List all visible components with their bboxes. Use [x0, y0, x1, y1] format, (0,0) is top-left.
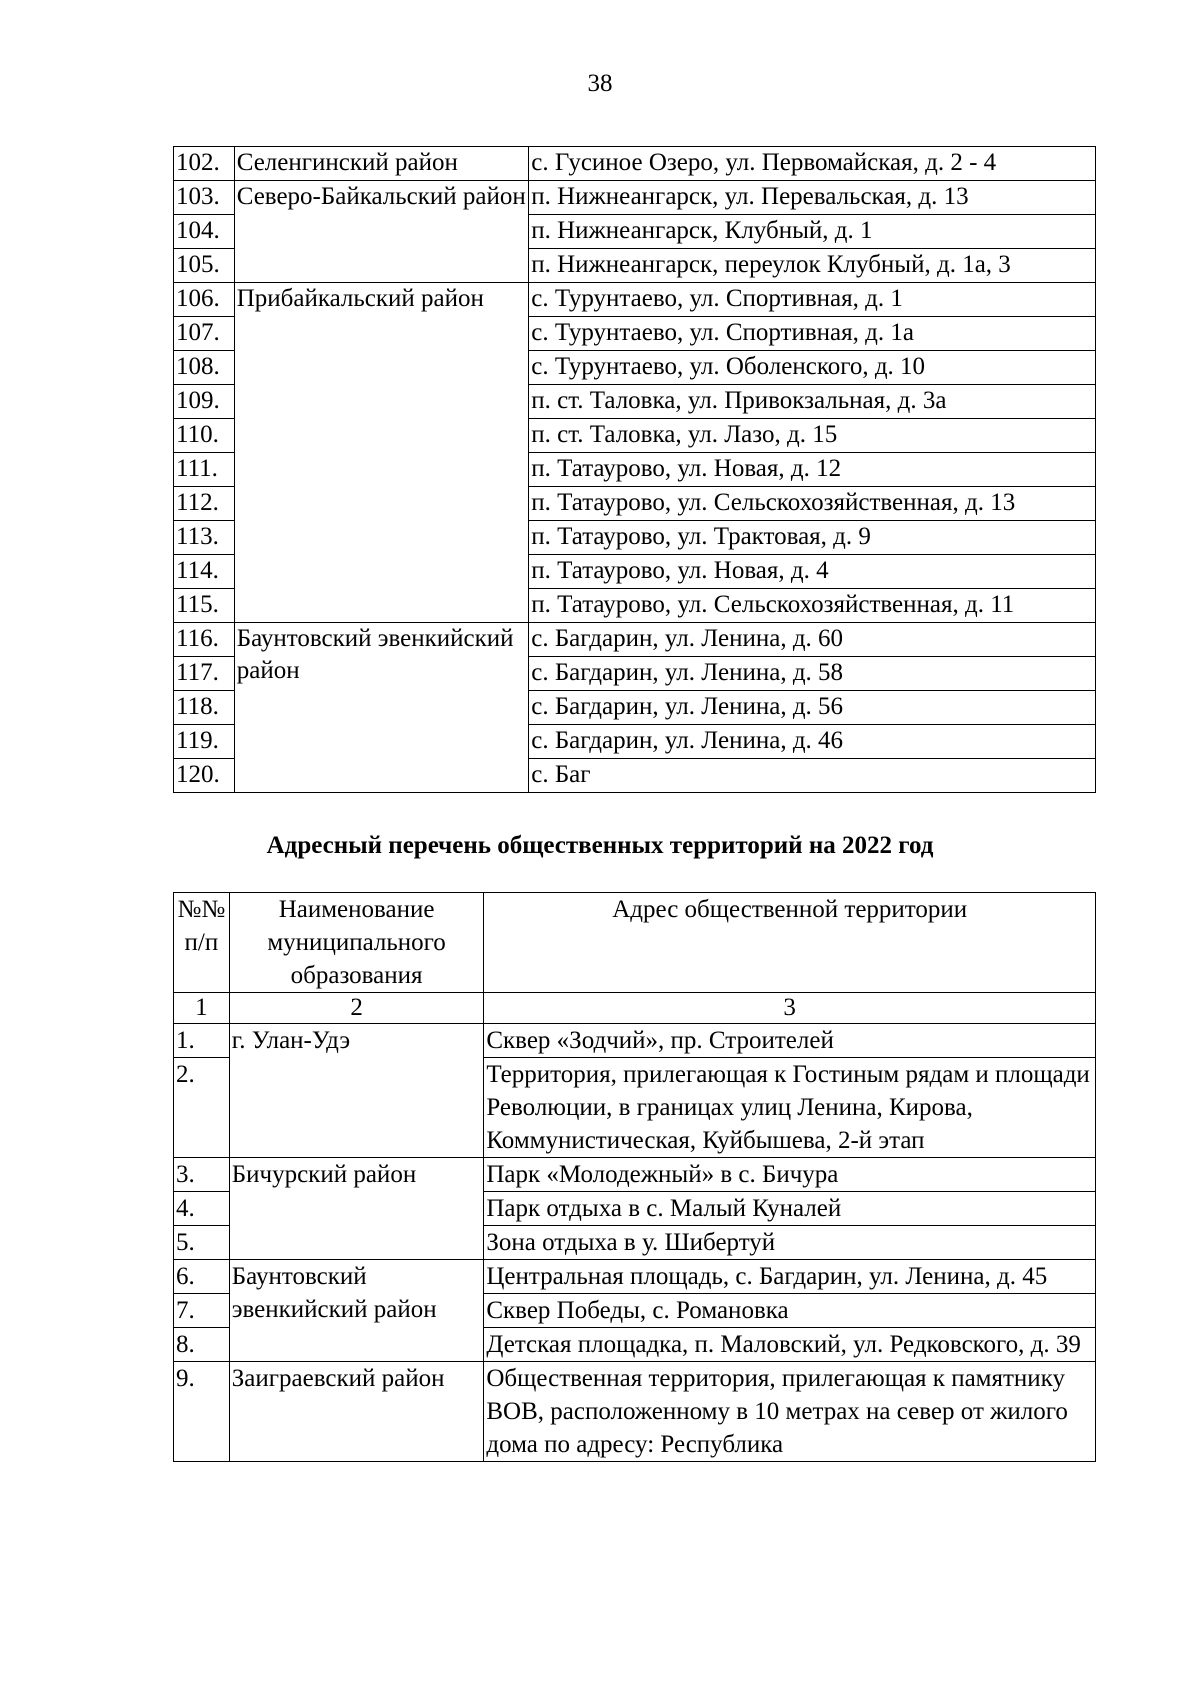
- row-number: 7.: [174, 1294, 230, 1328]
- table-row: [174, 1260, 1096, 1294]
- row-number: 114.: [174, 555, 235, 589]
- address-cell: с. Турунтаево, ул. Спортивная, д. 1а: [529, 317, 1096, 351]
- table-row: [174, 283, 1096, 317]
- row-number: 107.: [174, 317, 235, 351]
- row-number: 116.: [174, 623, 235, 657]
- row-number: 113.: [174, 521, 235, 555]
- address-cell: с. Турунтаево, ул. Оболенского, д. 10: [529, 351, 1096, 385]
- address-cell: Парк «Молодежный» в с. Бичура: [484, 1158, 1096, 1192]
- column-number: 2: [229, 993, 484, 1024]
- row-number: 2.: [174, 1058, 230, 1158]
- column-number-row: [174, 993, 1096, 1024]
- column-number: 1: [174, 993, 230, 1024]
- row-number: 117.: [174, 657, 235, 691]
- row-number: 1.: [174, 1024, 230, 1058]
- table-row: [174, 147, 1096, 181]
- table-row: [174, 1024, 1096, 1058]
- municipality-cell: г. Улан-Удэ: [229, 1024, 484, 1158]
- municipality-cell: Заиграевский район: [229, 1362, 484, 1462]
- header-municipality: Наименование муниципального образования: [229, 893, 484, 993]
- address-cell: п. Татаурово, ул. Сельскохозяйственная, д. 11: [529, 589, 1096, 623]
- row-number: 106.: [174, 283, 235, 317]
- row-number: 120.: [174, 759, 235, 793]
- header-number: №№ п/п: [174, 893, 230, 993]
- municipality-cell: Баунтовский эвенкийский район: [229, 1260, 484, 1362]
- public-territories-table: [173, 892, 1096, 1462]
- municipality-cell: Бичурский район: [229, 1158, 484, 1260]
- row-number: 105.: [174, 249, 235, 283]
- table-row: [174, 181, 1096, 215]
- address-cell: с. Багдарин, ул. Ленина, д. 58: [529, 657, 1096, 691]
- row-number: 9.: [174, 1362, 230, 1462]
- row-number: 119.: [174, 725, 235, 759]
- address-cell: Территория, прилегающая к Гостиным рядам и площади Революции, в границах улиц Ленина, Кирова, Коммунистическая, Куйбышева, 2-й этап: [484, 1058, 1096, 1158]
- address-cell: с. Багдарин, ул. Ленина, д. 60: [529, 623, 1096, 657]
- address-cell: п. ст. Таловка, ул. Привокзальная, д. 3а: [529, 385, 1096, 419]
- municipality-cell: Северо-Байкальский район: [234, 181, 529, 283]
- address-cell: п. Нижнеангарск, переулок Клубный, д. 1а, 3: [529, 249, 1096, 283]
- address-cell: Детская площадка, п. Маловский, ул. Редковского, д. 39: [484, 1328, 1096, 1362]
- row-number: 104.: [174, 215, 235, 249]
- municipality-cell: Селенгинский район: [234, 147, 529, 181]
- address-cell: Сквер Победы, с. Романовка: [484, 1294, 1096, 1328]
- row-number: 4.: [174, 1192, 230, 1226]
- address-cell: п. Нижнеангарск, Клубный, д. 1: [529, 215, 1096, 249]
- row-number: 103.: [174, 181, 235, 215]
- header-address: Адрес общественной территории: [484, 893, 1096, 993]
- address-cell: с. Баг: [529, 759, 1096, 793]
- address-cell: п. Татаурово, ул. Новая, д. 4: [529, 555, 1096, 589]
- address-cell: п. Татаурово, ул. Трактовая, д. 9: [529, 521, 1096, 555]
- row-number: 118.: [174, 691, 235, 725]
- address-cell: п. Татаурово, ул. Сельскохозяйственная, д. 13: [529, 487, 1096, 521]
- address-cell: Центральная площадь, с. Багдарин, ул. Ленина, д. 45: [484, 1260, 1096, 1294]
- row-number: 108.: [174, 351, 235, 385]
- row-number: 102.: [174, 147, 235, 181]
- address-cell: п. Татаурово, ул. Новая, д. 12: [529, 453, 1096, 487]
- address-cell: п. ст. Таловка, ул. Лазо, д. 15: [529, 419, 1096, 453]
- address-cell: с. Гусиное Озеро, ул. Первомайская, д. 2 - 4: [529, 147, 1096, 181]
- address-cell: с. Багдарин, ул. Ленина, д. 46: [529, 725, 1096, 759]
- address-cell: Зона отдыха в у. Шибертуй: [484, 1226, 1096, 1260]
- column-number: 3: [484, 993, 1096, 1024]
- address-cell: Парк отдыха в с. Малый Куналей: [484, 1192, 1096, 1226]
- table-row: [174, 1362, 1096, 1462]
- row-number: 112.: [174, 487, 235, 521]
- municipality-cell: Баунтовский эвенкийский район: [234, 623, 529, 793]
- section-title: Адресный перечень общественных территорий на 2022 год: [266, 832, 934, 859]
- table-row: [174, 623, 1096, 657]
- row-number: 110.: [174, 419, 235, 453]
- row-number: 5.: [174, 1226, 230, 1260]
- row-number: 111.: [174, 453, 235, 487]
- table-row: [174, 1158, 1096, 1192]
- municipality-cell: Прибайкальский район: [234, 283, 529, 623]
- row-number: 109.: [174, 385, 235, 419]
- address-cell: п. Нижнеангарск, ул. Перевальская, д. 13: [529, 181, 1096, 215]
- address-cell: с. Багдарин, ул. Ленина, д. 56: [529, 691, 1096, 725]
- address-cell: Сквер «Зодчий», пр. Строителей: [484, 1024, 1096, 1058]
- territories-table-continued: [173, 146, 1096, 793]
- row-number: 6.: [174, 1260, 230, 1294]
- address-cell: Общественная территория, прилегающая к памятнику ВОВ, расположенному в 10 метрах на север от жилого дома по адресу: Республика: [484, 1362, 1096, 1462]
- row-number: 115.: [174, 589, 235, 623]
- row-number: 3.: [174, 1158, 230, 1192]
- address-cell: с. Турунтаево, ул. Спортивная, д. 1: [529, 283, 1096, 317]
- row-number: 8.: [174, 1328, 230, 1362]
- table-header-row: [174, 893, 1096, 993]
- page-number: 38: [587, 70, 613, 97]
